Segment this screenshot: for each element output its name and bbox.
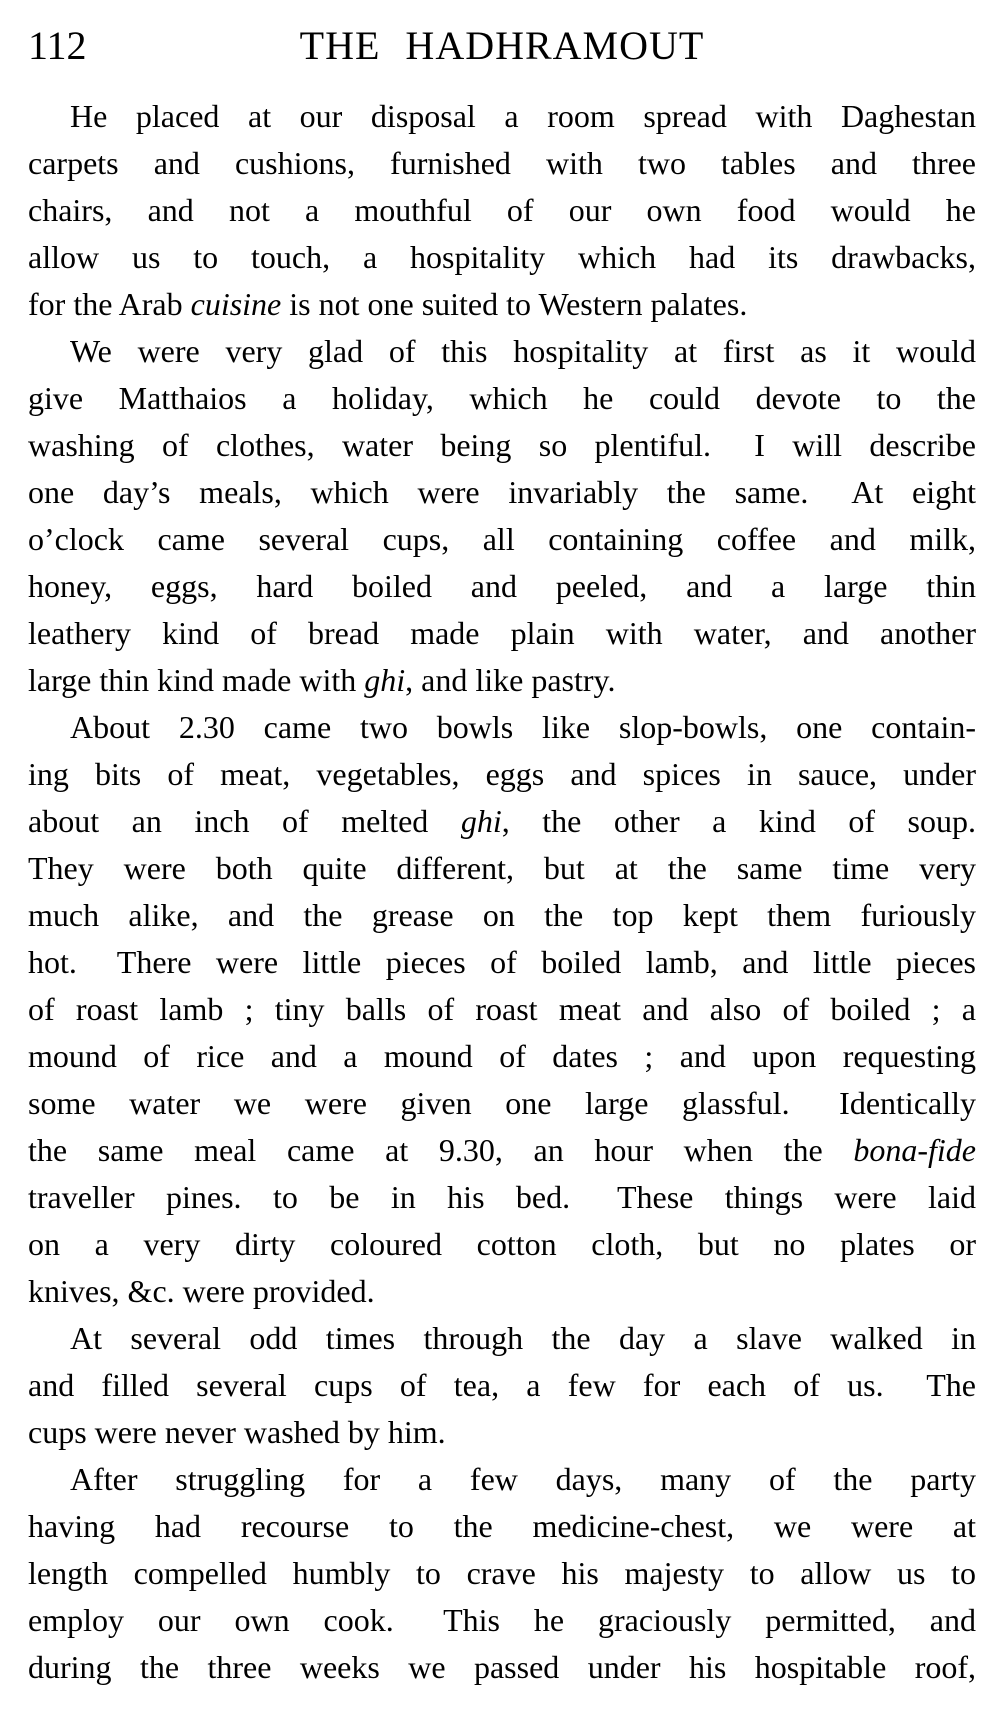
text-line: After struggling for a few days, many of the party [70,1461,976,1497]
text-line: They were both quite different, but at the same time very [28,850,976,886]
text-line: ing bits of meat, vegetables, eggs and spices in sauce, under [28,756,976,792]
text-line: much alike, and the grease on the top kept them furiously [28,897,976,933]
text-line: and filled several cups of tea, a few for each of us. The [28,1367,976,1403]
page-number: 112 [28,23,87,68]
text-line: He placed at our disposal a room spread with Daghestan [70,98,976,134]
text-line: carpets and cushions, furnished with two tables and three [28,145,976,181]
text-line: o’clock came several cups, all containing coffee and milk, [28,521,976,557]
page-body [28,93,976,1691]
text-line: At several odd times through the day a slave walked in [70,1320,976,1356]
text-line: for the Arab cuisine is not one suited to Western palates. [28,286,748,322]
text-line: of roast lamb ; tiny balls of roast meat and also of boiled ; a [28,991,976,1027]
text-line: washing of clothes, water being so plentiful. I will describe [28,427,976,463]
text-line: hot. There were little pieces of boiled lamb, and little pieces [28,944,976,980]
text-line: chairs, and not a mouthful of our own food would he [28,192,976,228]
text-line: mound of rice and a mound of dates ; and upon requesting [28,1038,976,1074]
text-line: employ our own cook. This he graciously permitted, and [28,1602,976,1638]
running-title: THE HADHRAMOUT [299,23,705,68]
text-line: traveller pines. to be in his bed. These things were laid [28,1179,976,1215]
text-line: cups were never washed by him. [28,1414,446,1450]
text-line: some water we were given one large glassful. Identically [28,1085,976,1121]
text-line: about an inch of melted ghi, the other a kind of soup. [28,803,977,839]
text-line: We were very glad of this hospitality at first as it would [70,333,976,369]
text-line: the same meal came at 9.30, an hour when the bona-fide [28,1132,976,1168]
text-line: one day’s meals, which were invariably the same. At eight [28,474,976,510]
text-line: having had recourse to the medicine-chest, we were at [28,1508,976,1544]
text-line: allow us to touch, a hospitality which had its drawbacks, [28,239,976,275]
text-line: honey, eggs, hard boiled and peeled, and a large thin [28,568,976,604]
text-line: About 2.30 came two bowls like slop-bowls, one contain- [70,709,976,745]
text-line: on a very dirty coloured cotton cloth, but no plates or [28,1226,976,1262]
text-line: knives, &c. were provided. [28,1273,375,1309]
text-line: large thin kind made with ghi, and like pastry. [28,662,616,698]
text-line: length compelled humbly to crave his majesty to allow us to [28,1555,976,1591]
page-header [28,24,976,72]
text-line: give Matthaios a holiday, which he could devote to the [28,380,976,416]
text-line: during the three weeks we passed under his hospitable roof, [28,1649,976,1685]
text-line: leathery kind of bread made plain with water, and another [28,615,976,651]
